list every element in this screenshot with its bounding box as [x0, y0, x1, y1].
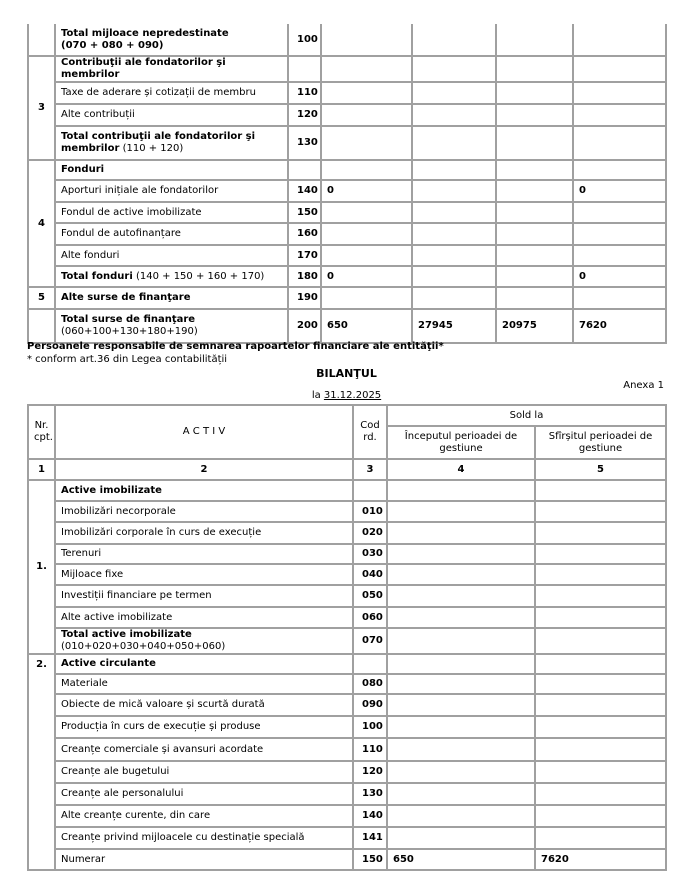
row-code: 050 [353, 585, 387, 607]
value-cell [535, 761, 666, 783]
table-row [28, 694, 666, 716]
balance-sheet-table [27, 404, 667, 871]
row-label: Total mijloace nepredestinate (070 + 080 + 090) [55, 24, 288, 56]
table-row [28, 480, 666, 501]
row-code: 080 [353, 674, 387, 694]
header-nr: Nr. cpt. [28, 405, 55, 459]
table-row [28, 716, 666, 738]
row-label: Imobilizări necorporale [55, 501, 353, 522]
header-activ: A C T I V [55, 405, 353, 459]
row-label: Total fonduri (140 + 150 + 160 + 170) [55, 266, 288, 287]
table-row [28, 783, 666, 805]
row-label: Terenuri [55, 544, 353, 564]
value-cell [535, 783, 666, 805]
table-row [28, 180, 666, 202]
table-row [28, 522, 666, 544]
header-sold: Sold la [387, 405, 666, 426]
value-cell: 27945 [412, 309, 496, 343]
row-code: 120 [288, 104, 321, 126]
table-row [28, 585, 666, 607]
row-code: 100 [353, 716, 387, 738]
value-cell [573, 24, 666, 56]
row-label: Creanțe ale personalului [55, 783, 353, 805]
row-code [288, 56, 321, 82]
value-cell [496, 266, 573, 287]
value-cell [535, 544, 666, 564]
value-cell [387, 674, 535, 694]
value-cell [535, 607, 666, 628]
row-label: Creanțe privind mijloacele cu destinație specială [55, 827, 353, 849]
value-cell [387, 585, 535, 607]
value-cell [496, 24, 573, 56]
row-code: 110 [353, 738, 387, 761]
value-cell [535, 716, 666, 738]
row-label: Alte creanțe curente, din care [55, 805, 353, 827]
table-row [28, 245, 666, 266]
col-number: 3 [353, 459, 387, 480]
table-row [28, 202, 666, 223]
row-label: Numerar [55, 849, 353, 870]
table-row [28, 564, 666, 585]
table-row [28, 607, 666, 628]
table-row [28, 849, 666, 870]
row-label: Alte active imobilizate [55, 607, 353, 628]
value-cell [535, 694, 666, 716]
row-number: 4 [28, 160, 55, 287]
row-label: Total contribuţii ale fondatorilor şi membrilor (110 + 120) [55, 126, 288, 160]
row-label: Taxe de aderare și cotizații de membru [55, 82, 288, 104]
header-row [28, 405, 666, 426]
col-number: 1 [28, 459, 55, 480]
value-cell [412, 24, 496, 56]
table-row [28, 126, 666, 160]
row-code: 160 [288, 223, 321, 245]
table-row [28, 56, 666, 82]
date-value: 31.12.2025 [323, 390, 382, 401]
table-row [28, 223, 666, 245]
table-row [28, 738, 666, 761]
row-label: Creanțe comerciale și avansuri acordate [55, 738, 353, 761]
row-label: Total active imobilizate (010+020+030+040+050+060) [55, 628, 353, 654]
value-cell: 20975 [496, 309, 573, 343]
row-code: 150 [288, 202, 321, 223]
value-cell [387, 805, 535, 827]
row-label: Alte fonduri [55, 245, 288, 266]
table-row [28, 287, 666, 309]
header-code: Cod rd. [353, 405, 387, 459]
table-row [28, 827, 666, 849]
value-cell [535, 585, 666, 607]
value-cell [412, 266, 496, 287]
row-label: Fondul de active imobilizate [55, 202, 288, 223]
value-cell [535, 805, 666, 827]
row-label: Investiții financiare pe termen [55, 585, 353, 607]
row-code: 141 [353, 827, 387, 849]
responsible-persons-note: Persoanele responsabile de semnarea rapoartelor financiare ale entităţii* [27, 341, 444, 352]
value-cell: 0 [573, 180, 666, 202]
table-row [28, 104, 666, 126]
row-label: Mijloace fixe [55, 564, 353, 585]
table-row [28, 160, 666, 180]
row-number [28, 309, 55, 343]
row-code: 190 [288, 287, 321, 309]
row-code: 010 [353, 501, 387, 522]
table-row [28, 761, 666, 783]
value-cell [535, 564, 666, 585]
footnote: * conform art.36 din Legea contabilității [27, 354, 228, 365]
section-title: Fonduri [55, 160, 288, 180]
row-label: Materiale [55, 674, 353, 694]
funding-sources-table [27, 24, 667, 344]
table-row [28, 805, 666, 827]
value-cell [535, 674, 666, 694]
row-code: 070 [353, 628, 387, 654]
row-code: 140 [288, 180, 321, 202]
row-code: 120 [353, 761, 387, 783]
row-number: 2. [28, 654, 55, 870]
row-code: 130 [353, 783, 387, 805]
value-cell: 7620 [573, 309, 666, 343]
row-number: 5 [28, 287, 55, 309]
value-cell: 650 [387, 849, 535, 870]
section-title: Contribuţii ale fondatorilor şi membrilor [55, 56, 288, 82]
row-number [28, 24, 55, 56]
row-code: 200 [288, 309, 321, 343]
table-row [28, 544, 666, 564]
row-label: Imobilizări corporale în curs de execuție [55, 522, 353, 544]
value-cell [535, 501, 666, 522]
col-number: 5 [535, 459, 666, 480]
value-cell [387, 607, 535, 628]
row-number: 1. [28, 480, 55, 654]
value-cell [387, 738, 535, 761]
row-label: Aporturi inițiale ale fondatorilor [55, 180, 288, 202]
annex-label: Anexa 1 [623, 380, 664, 391]
value-cell [387, 761, 535, 783]
value-cell [387, 716, 535, 738]
row-code: 170 [288, 245, 321, 266]
row-code: 090 [353, 694, 387, 716]
column-number-row [28, 459, 666, 480]
table-row [28, 24, 666, 56]
col-number: 2 [55, 459, 353, 480]
header-end: Sfîrșitul perioadei de gestiune [535, 426, 666, 459]
value-cell [387, 544, 535, 564]
row-label: Obiecte de mică valoare și scurtă durată [55, 694, 353, 716]
section-title: Active imobilizate [55, 480, 353, 501]
row-code: 130 [288, 126, 321, 160]
table-row [28, 654, 666, 674]
table-row [28, 501, 666, 522]
value-cell [496, 180, 573, 202]
row-number: 3 [28, 56, 55, 160]
header-start: Începutul perioadei de gestiune [387, 426, 535, 459]
value-cell: 0 [321, 180, 412, 202]
row-label: Total surse de finanţare (060+100+130+180+190) [55, 309, 288, 343]
row-code: 110 [288, 82, 321, 104]
row-code: 060 [353, 607, 387, 628]
section-title: Active circulante [55, 654, 353, 674]
value-cell [535, 827, 666, 849]
value-cell [387, 522, 535, 544]
value-cell [387, 783, 535, 805]
value-cell: 0 [573, 266, 666, 287]
section-title: Alte surse de finanţare [55, 287, 288, 309]
row-code: 020 [353, 522, 387, 544]
row-label: Producția în curs de execuție și produse [55, 716, 353, 738]
table-row [28, 674, 666, 694]
row-label: Fondul de autofinanțare [55, 223, 288, 245]
value-cell [321, 24, 412, 56]
row-label: Alte contribuții [55, 104, 288, 126]
balance-sheet-title: BILANŢUL [316, 367, 377, 380]
value-cell [387, 694, 535, 716]
report-date: la 31.12.2025 [311, 390, 382, 401]
table-row [28, 309, 666, 343]
row-code: 030 [353, 544, 387, 564]
row-code: 180 [288, 266, 321, 287]
row-code: 100 [288, 24, 321, 56]
row-label: Creanțe ale bugetului [55, 761, 353, 783]
value-cell: 7620 [535, 849, 666, 870]
value-cell: 0 [321, 266, 412, 287]
row-code: 150 [353, 849, 387, 870]
value-cell [387, 501, 535, 522]
row-code: 140 [353, 805, 387, 827]
value-cell [412, 180, 496, 202]
table-row [28, 628, 666, 654]
value-cell [535, 522, 666, 544]
value-cell [387, 564, 535, 585]
value-cell [535, 738, 666, 761]
value-cell: 650 [321, 309, 412, 343]
value-cell [387, 827, 535, 849]
col-number: 4 [387, 459, 535, 480]
row-code: 040 [353, 564, 387, 585]
table-row [28, 82, 666, 104]
table-row [28, 266, 666, 287]
